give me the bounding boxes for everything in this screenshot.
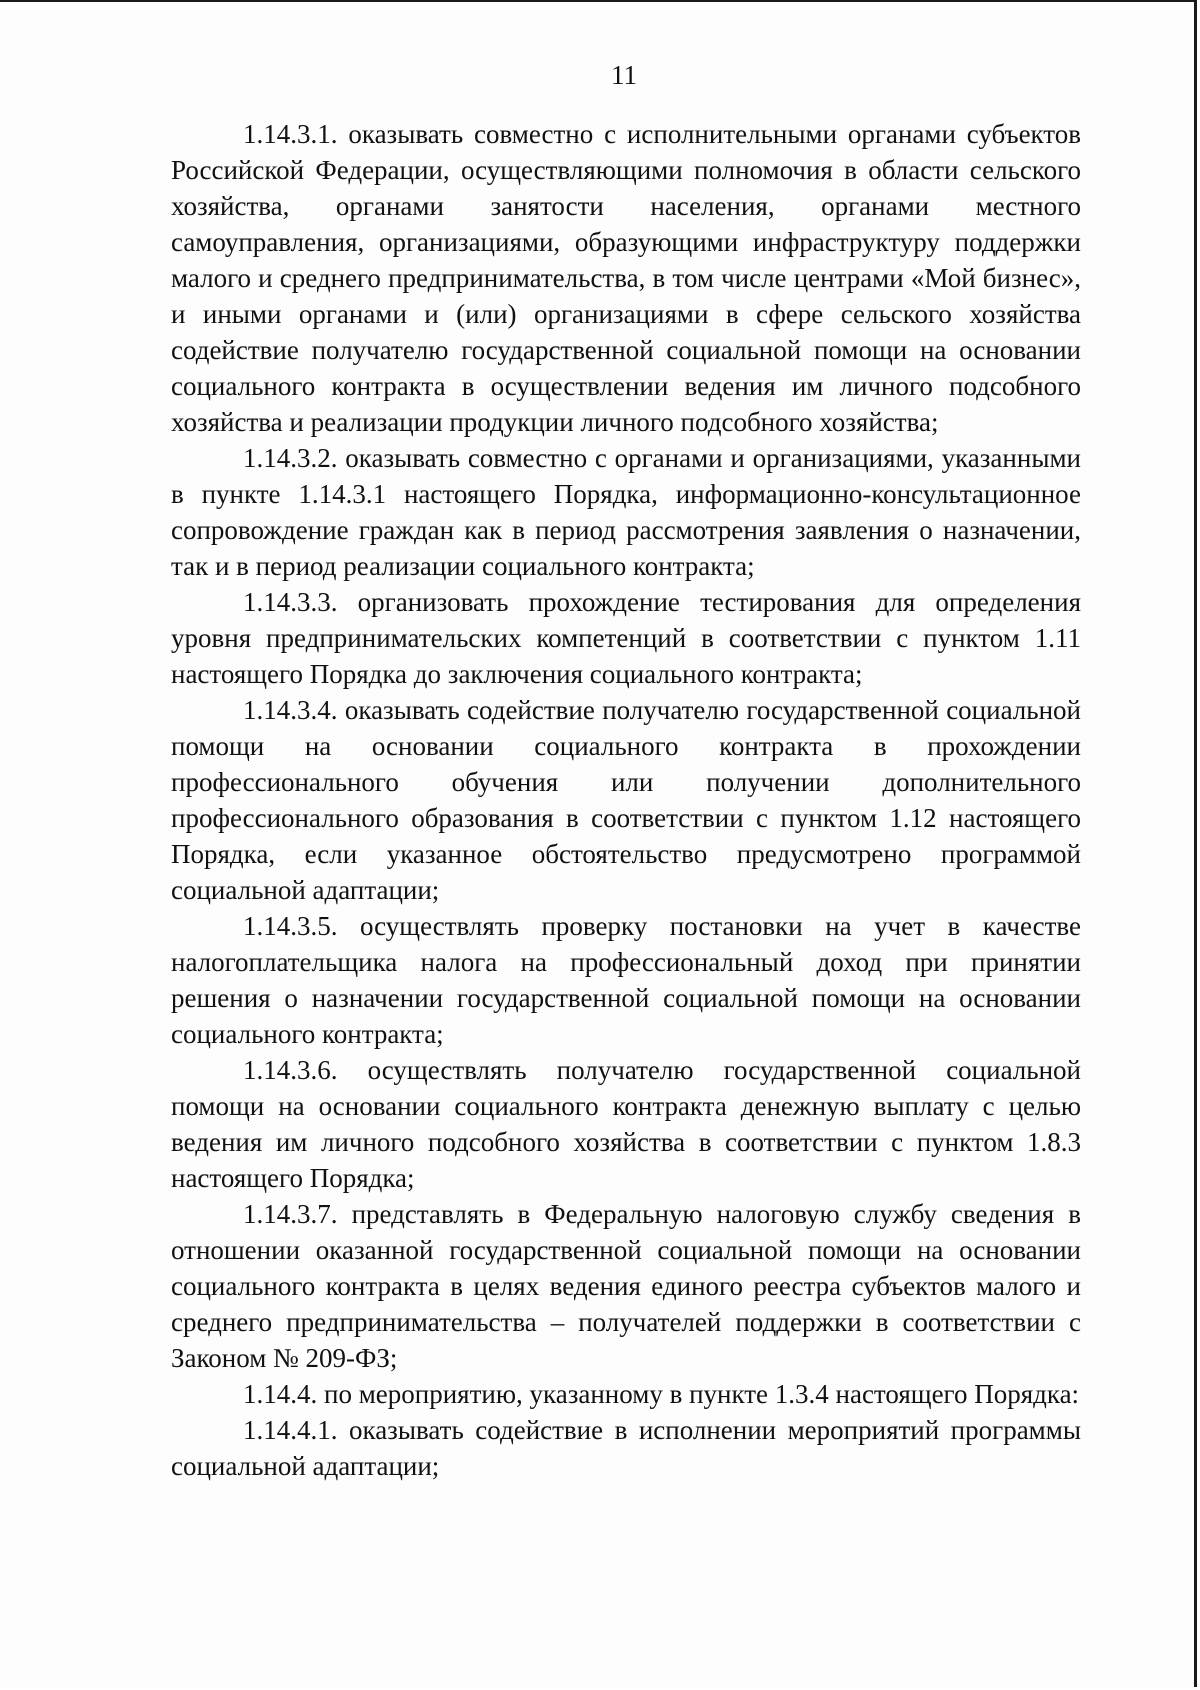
- paragraph-1-14-4: 1.14.4. по мероприятию, указанному в пункте 1.3.4 настоящего Порядка:: [243, 1379, 1080, 1409]
- paragraph-1-14-3-5: 1.14.3.5. осуществлять проверку постановки на учет в качестве налогоплательщика налога на профессиональный доход при принятии решения о назначении государственной социальной помощи на основании социального контракта;: [171, 911, 1081, 1049]
- paragraph-1-14-3-4: 1.14.3.4. оказывать содействие получателю государственной социальной помощи на основании социального контракта в прохождении профессионального обучения или получении дополнительного профессионального образования в соответствии с пунктом 1.12 настоящего Порядка, если указанное обстоятельство предусмотрено программой социальной адаптации;: [171, 695, 1081, 905]
- paragraph-1-14-3-3: 1.14.3.3. организовать прохождение тестирования для определения уровня предпринимательских компетенций в соответствии с пунктом 1.11 настоящего Порядка до заключения социального контракта;: [171, 587, 1081, 689]
- paragraph-1-14-3-1: 1.14.3.1. оказывать совместно с исполнительными органами субъектов Российской Федерации, осуществляющими полномочия в области сельского хозяйства, органами занятости населения, органами местного самоуправления, организациями, образующими инфраструктуру поддержки малого и среднего предпринимательства, в том числе центрами «Мой бизнес», и иными органами и (или) организациями в сфере сельского хозяйства содействие получателю государственной социальной помощи на основании социального контракта в осуществлении ведения им личного подсобного хозяйства и реализации продукции личного подсобного хозяйства;: [171, 119, 1081, 437]
- document-body: [171, 116, 1081, 1484]
- page-number: 11: [611, 60, 637, 90]
- paragraph-1-14-3-6: 1.14.3.6. осуществлять получателю государственной социальной помощи на основании социального контракта денежную выплату с целью ведения им личного подсобного хозяйства в соответствии с пунктом 1.8.3 настоящего Порядка;: [171, 1055, 1081, 1193]
- paragraph-1-14-3-7: 1.14.3.7. представлять в Федеральную налоговую службу сведения в отношении оказанной государственной социальной помощи на основании социального контракта в целях ведения единого реестра субъектов малого и среднего предпринимательства – получателей поддержки в соответствии с Законом № 209-ФЗ;: [171, 1199, 1081, 1373]
- paragraph-1-14-4-1: 1.14.4.1. оказывать содействие в исполнении мероприятий программы социальной адаптации;: [171, 1415, 1081, 1481]
- paragraph-1-14-3-2: 1.14.3.2. оказывать совместно с органами и организациями, указанными в пункте 1.14.3.1 настоящего Порядка, информационно-консультационное сопровождение граждан как в период рассмотрения заявления о назначении, так и в период реализации социального контракта;: [171, 443, 1081, 581]
